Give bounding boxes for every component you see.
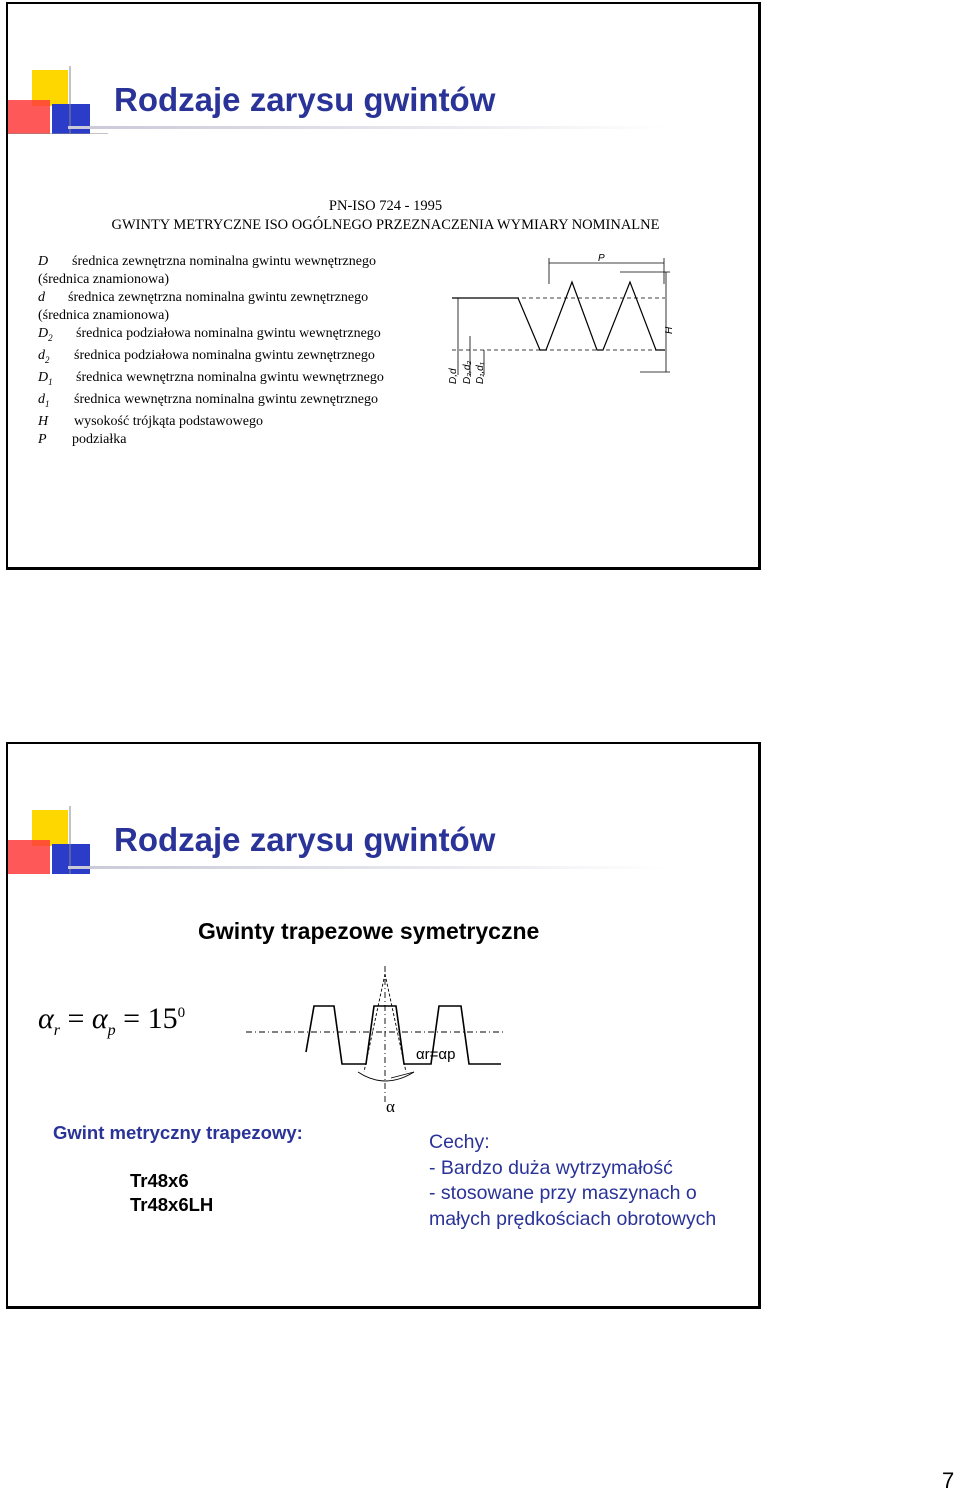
standard-code: PN-ISO 724 - 1995 (328, 198, 443, 214)
definition-text: (średnica znamionowa) (38, 308, 169, 324)
equals-sign: = (67, 1002, 85, 1035)
definition-row (38, 253, 384, 271)
definition-symbol: H (38, 413, 49, 429)
symbol-subscript: 2 (45, 355, 50, 366)
pitch-label: P (598, 253, 605, 264)
example-item: Tr48x6LH (130, 1194, 214, 1215)
definition-symbol: d (38, 290, 45, 306)
section-subtitle: Gwinty trapezowe symetryczne (198, 918, 540, 944)
features-list (429, 1130, 716, 1232)
alpha-symbol: α (38, 1002, 54, 1035)
definition-row (38, 325, 384, 347)
feature-item: - Bardzo duża wytrzymałość (429, 1156, 673, 1179)
alpha-rp-label: αr=αp (416, 1046, 456, 1063)
definition-text: średnica zewnętrzna nominalna gwintu wewnętrznego (72, 254, 376, 269)
slide-title: Rodzaje zarysu gwintów (114, 821, 496, 858)
definition-symbol: D (38, 370, 49, 386)
definition-row (38, 271, 384, 289)
definition-row (38, 413, 384, 431)
definition-symbol: d (38, 348, 45, 364)
formula-subscript-r: r (53, 1022, 60, 1039)
definition-row (38, 289, 384, 307)
title-divider (68, 866, 668, 869)
degree-superscript: 0 (177, 1005, 186, 1021)
definition-row (38, 307, 384, 325)
alpha-symbol: α (91, 1002, 108, 1035)
symbol-subscript: 1 (48, 376, 53, 387)
definitions-list (38, 253, 384, 449)
equals-sign: = (123, 1002, 141, 1035)
pitch-diameter-label: D₂,d₂ (462, 360, 473, 384)
definition-text: średnica podziałowa nominalna gwintu wewnętrznego (76, 326, 381, 342)
slide-decoration (8, 744, 108, 874)
formula-subscript-p: p (107, 1022, 116, 1039)
definition-text: średnica wewnętrzna nominalna gwintu wewnętrznego (76, 370, 384, 386)
alpha-label: α (386, 1097, 395, 1116)
metric-thread-profile-diagram (440, 250, 680, 390)
standard-title: GWINTY METRYCZNE ISO OGÓLNEGO PRZEZNACZENIA WYMIARY NOMINALNE (111, 217, 660, 233)
definition-text: podziałka (72, 432, 127, 448)
definition-symbol: D (38, 326, 49, 342)
slide-decoration (8, 4, 108, 134)
definition-text: średnica podziałowa nominalna gwintu zewnętrznego (74, 348, 375, 364)
slide-2 (6, 742, 761, 1309)
slide-1 (6, 2, 761, 570)
title-divider (68, 126, 668, 129)
definition-text: średnica wewnętrzna nominalna gwintu zewnętrznego (74, 392, 378, 408)
metric-heading: Gwint metryczny trapezowy: (53, 1122, 303, 1143)
definition-row (38, 431, 384, 449)
definition-text: (średnica znamionowa) (38, 272, 169, 288)
definition-symbol: d (38, 392, 45, 408)
definition-text: wysokość trójkąta podstawowego (74, 413, 263, 429)
definition-row (38, 391, 384, 413)
symbol-subscript: 1 (45, 398, 50, 409)
feature-item: - stosowane przy maszynach o (429, 1182, 697, 1204)
symbol-subscript: 2 (48, 333, 53, 344)
inner-diameter-label: D₁,d₁ (475, 362, 486, 384)
definition-row (38, 347, 384, 369)
page-number: 7 (942, 1468, 955, 1493)
angle-value: 15 (147, 1002, 178, 1035)
definition-symbol: P (38, 432, 47, 448)
angle-formula (38, 1002, 185, 1040)
definition-row (38, 369, 384, 391)
examples-list (130, 1169, 213, 1217)
feature-item: małych prędkościach obrotowych (429, 1207, 717, 1230)
slide-title: Rodzaje zarysu gwintów (114, 81, 496, 118)
definition-text: średnica zewnętrzna nominalna gwintu zewnętrznego (68, 290, 369, 306)
height-label: H (664, 326, 675, 334)
trapezoidal-thread-diagram (246, 944, 506, 1122)
outer-diameter-label: D,d (448, 368, 459, 384)
features-heading: Cechy: (429, 1131, 490, 1153)
example-item: Tr48x6 (130, 1170, 189, 1191)
definition-symbol: D (38, 254, 49, 269)
